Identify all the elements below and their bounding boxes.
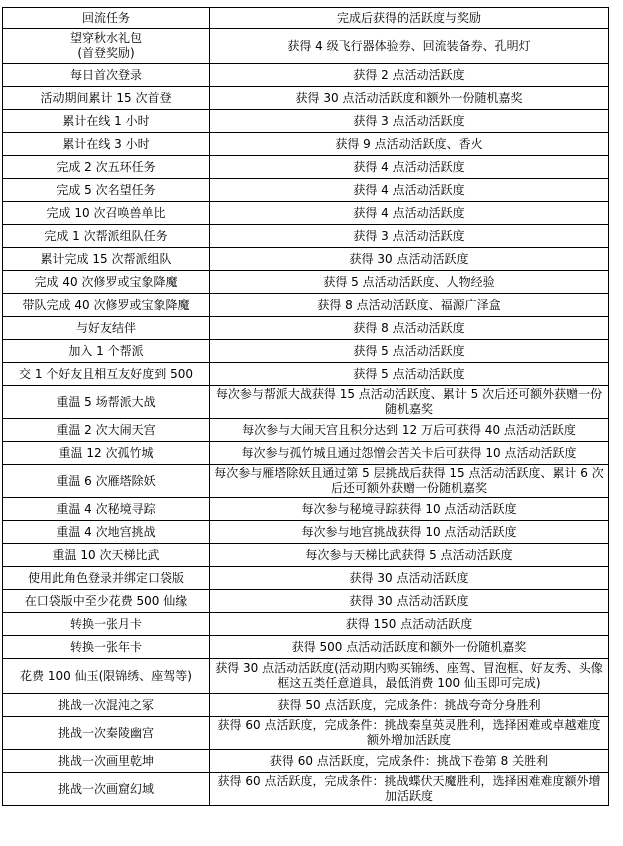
reward-cell: 获得 30 点活动活跃度 bbox=[210, 590, 609, 613]
task-cell: 与好友结伴 bbox=[3, 317, 210, 340]
task-cell: 重温 6 次雁塔除妖 bbox=[3, 465, 210, 498]
table-row bbox=[3, 659, 609, 694]
reward-cell: 获得 30 点活动活跃度(活动期内购买锦绣、座驾、冒泡框、好友秀、头像框这五类任意道具，最低消费 100 仙玉即可完成) bbox=[210, 659, 609, 694]
table-row bbox=[3, 133, 609, 156]
reward-cell: 获得 60 点活跃度，完成条件：挑战下卷第 8 关胜利 bbox=[210, 750, 609, 773]
task-cell: 累计在线 3 小时 bbox=[3, 133, 210, 156]
reward-cell: 获得 8 点活动活跃度、福源广泽盒 bbox=[210, 294, 609, 317]
reward-cell: 获得 3 点活动活跃度 bbox=[210, 110, 609, 133]
table-row bbox=[3, 717, 609, 750]
reward-cell: 获得 30 点活动活跃度 bbox=[210, 567, 609, 590]
reward-cell: 获得 2 点活动活跃度 bbox=[210, 64, 609, 87]
reward-cell: 每次参与帮派大战获得 15 点活动活跃度、累计 5 次后还可额外获赠一份随机嘉奖 bbox=[210, 386, 609, 419]
reward-cell: 每次参与雁塔除妖且通过第 5 层挑战后获得 15 点活动活跃度、累计 6 次后还可额外获赠一份随机嘉奖 bbox=[210, 465, 609, 498]
reward-cell: 获得 60 点活跃度，完成条件：挑战蝶伏天魔胜利，选择困难难度额外增加活跃度 bbox=[210, 773, 609, 806]
table-row bbox=[3, 521, 609, 544]
task-cell: 完成 1 次帮派组队任务 bbox=[3, 225, 210, 248]
table-row bbox=[3, 567, 609, 590]
task-cell: 加入 1 个帮派 bbox=[3, 340, 210, 363]
task-cell: 每日首次登录 bbox=[3, 64, 210, 87]
table-header-row bbox=[3, 8, 609, 29]
table-row bbox=[3, 202, 609, 225]
table-row bbox=[3, 613, 609, 636]
task-cell: 重温 12 次孤竹城 bbox=[3, 442, 210, 465]
reward-cell: 获得 500 点活动活跃度和额外一份随机嘉奖 bbox=[210, 636, 609, 659]
table-row bbox=[3, 317, 609, 340]
task-cell: 花费 100 仙玉(限锦绣、座驾等) bbox=[3, 659, 210, 694]
reward-cell: 每次参与地宫挑战获得 10 点活动活跃度 bbox=[210, 521, 609, 544]
table-row bbox=[3, 636, 609, 659]
task-cell: 挑战一次混沌之冢 bbox=[3, 694, 210, 717]
task-cell: 活动期间累计 15 次首登 bbox=[3, 87, 210, 110]
reward-cell: 获得 30 点活动活跃度和额外一份随机嘉奖 bbox=[210, 87, 609, 110]
table-row bbox=[3, 110, 609, 133]
task-cell: 累计完成 15 次帮派组队 bbox=[3, 248, 210, 271]
task-cell: 重温 5 场帮派大战 bbox=[3, 386, 210, 419]
table-row bbox=[3, 156, 609, 179]
task-cell: 挑战一次画里乾坤 bbox=[3, 750, 210, 773]
table-row bbox=[3, 225, 609, 248]
table-row bbox=[3, 442, 609, 465]
reward-cell: 每次参与大闹天宫且积分达到 12 万后可获得 40 点活动活跃度 bbox=[210, 419, 609, 442]
table-row bbox=[3, 750, 609, 773]
table-row bbox=[3, 498, 609, 521]
reward-cell: 获得 4 点活动活跃度 bbox=[210, 202, 609, 225]
table-row bbox=[3, 340, 609, 363]
task-cell: 转换一张月卡 bbox=[3, 613, 210, 636]
reward-cell: 每次参与孤竹城且通过怨憎会苦关卡后可获得 10 点活动活跃度 bbox=[210, 442, 609, 465]
table-row bbox=[3, 419, 609, 442]
reward-cell: 获得 3 点活动活跃度 bbox=[210, 225, 609, 248]
reward-cell: 获得 5 点活动活跃度 bbox=[210, 340, 609, 363]
task-cell: 完成 2 次五环任务 bbox=[3, 156, 210, 179]
table-row bbox=[3, 590, 609, 613]
task-cell: 挑战一次秦陵幽宫 bbox=[3, 717, 210, 750]
reward-cell: 获得 30 点活动活跃度 bbox=[210, 248, 609, 271]
task-cell: 挑战一次画窟幻域 bbox=[3, 773, 210, 806]
table-row bbox=[3, 694, 609, 717]
reward-cell: 获得 8 点活动活跃度 bbox=[210, 317, 609, 340]
header-task-cell: 回流任务 bbox=[3, 8, 210, 29]
table-row bbox=[3, 363, 609, 386]
reward-cell: 获得 50 点活跃度，完成条件：挑战夸奇分身胜利 bbox=[210, 694, 609, 717]
table-row bbox=[3, 248, 609, 271]
task-cell: 累计在线 1 小时 bbox=[3, 110, 210, 133]
task-cell: 重温 4 次秘境寻踪 bbox=[3, 498, 210, 521]
task-cell: 在口袋版中至少花费 500 仙缘 bbox=[3, 590, 210, 613]
task-cell: 使用此角色登录并绑定口袋版 bbox=[3, 567, 210, 590]
reward-cell: 获得 5 点活动活跃度、人物经验 bbox=[210, 271, 609, 294]
reward-cell: 每次参与天梯比武获得 5 点活动活跃度 bbox=[210, 544, 609, 567]
table-row bbox=[3, 179, 609, 202]
task-cell: 重温 4 次地宫挑战 bbox=[3, 521, 210, 544]
reward-table-body bbox=[3, 8, 609, 806]
reward-cell: 获得 4 级飞行器体验券、回流装备券、孔明灯 bbox=[210, 29, 609, 64]
header-reward-cell: 完成后获得的活跃度与奖励 bbox=[210, 8, 609, 29]
task-cell: 交 1 个好友且相互友好度到 500 bbox=[3, 363, 210, 386]
reward-cell: 获得 60 点活跃度，完成条件：挑战秦皇英灵胜利，选择困难或卓越难度额外增加活跃度 bbox=[210, 717, 609, 750]
reward-cell: 获得 4 点活动活跃度 bbox=[210, 179, 609, 202]
table-row bbox=[3, 386, 609, 419]
table-row bbox=[3, 773, 609, 806]
reward-table bbox=[2, 7, 609, 806]
reward-cell: 获得 5 点活动活跃度 bbox=[210, 363, 609, 386]
table-row bbox=[3, 271, 609, 294]
table-row bbox=[3, 87, 609, 110]
task-cell: 完成 40 次修罗或宝象降魔 bbox=[3, 271, 210, 294]
task-cell: 重温 10 次天梯比武 bbox=[3, 544, 210, 567]
reward-cell: 每次参与秘境寻踪获得 10 点活动活跃度 bbox=[210, 498, 609, 521]
reward-cell: 获得 4 点活动活跃度 bbox=[210, 156, 609, 179]
reward-cell: 获得 9 点活动活跃度、香火 bbox=[210, 133, 609, 156]
reward-cell: 获得 150 点活动活跃度 bbox=[210, 613, 609, 636]
table-row bbox=[3, 64, 609, 87]
task-cell: 完成 5 次名望任务 bbox=[3, 179, 210, 202]
task-cell: 转换一张年卡 bbox=[3, 636, 210, 659]
table-row bbox=[3, 544, 609, 567]
table-row bbox=[3, 29, 609, 64]
table-row bbox=[3, 294, 609, 317]
task-cell: 带队完成 40 次修罗或宝象降魔 bbox=[3, 294, 210, 317]
table-row bbox=[3, 465, 609, 498]
task-cell: 重温 2 次大闹天宫 bbox=[3, 419, 210, 442]
task-cell: 完成 10 次召唤兽单比 bbox=[3, 202, 210, 225]
task-cell: 望穿秋水礼包 (首登奖励) bbox=[3, 29, 210, 64]
